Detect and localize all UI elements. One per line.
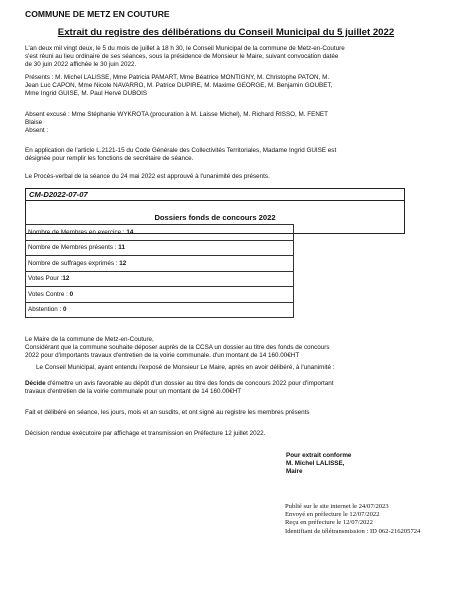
vote-cell: Abstention : 0 xyxy=(26,302,294,318)
notice-line: Reçu en préfecture le 12/07/2022 xyxy=(285,519,373,527)
signature-block xyxy=(286,452,351,476)
presents-line: Présents : M. Michel LALISSE, Mme Patricia PAMART, Mme Béatrice MONTIGNY, M. Christophe PATON, M. xyxy=(25,74,330,81)
document-title: Extrait du registre des délibérations du Conseil Municipal du 5 juillet 2022 xyxy=(57,27,395,38)
signature-statement: Fait et délibéré en séance, les jours, mois et an susdits, et ont signé au registre les membres présents xyxy=(25,409,310,416)
commune-name: COMMUNE DE METZ EN COUTURE xyxy=(25,9,170,19)
deliberation-code: CM-D2022-07-07 xyxy=(29,190,88,199)
table-row xyxy=(26,240,294,256)
decision-line: Décide d'émettre un avis favorable au dépôt d'un dossier au titre des fonds de concours 2022 pour d'important xyxy=(25,380,334,387)
mayor-paragraph xyxy=(25,336,423,360)
council-statement: Le Conseil Municipal, ayant entendu l'exposé de Monsieur Le Maire, après en avoir délibéré, à l'unanimité : xyxy=(36,364,335,371)
absents-line: Blaise xyxy=(25,119,43,126)
notice-line: Publié sur le site internet le 24/07/2023 xyxy=(285,503,389,510)
table-row xyxy=(26,302,294,318)
mayor-line: 2022 pour d'importants travaux d'entretien de la voirie communale. d'un montant de 14 160.00€HT xyxy=(25,352,300,359)
decide-word: Décide xyxy=(25,380,46,387)
decision-line: travaux d'entretien de la voirie communale pour un montant de 14 160.00€HT xyxy=(25,388,242,395)
intro-paragraph xyxy=(25,45,423,69)
absents-line: Absent : xyxy=(25,127,49,134)
secretary-line: En application de l'article L.2121-15 du Code Générale des Collectivités Territoriales, Madame Ingrid GUISE est xyxy=(25,147,337,154)
secretary-paragraph xyxy=(25,147,423,163)
signature-line: Maire xyxy=(286,468,303,475)
mayor-line: Considérant que la commune souhaite déposer auprès de la CCSA un dossier au titre des fonds de concours xyxy=(25,344,330,351)
table-row xyxy=(26,287,294,303)
absents-paragraph xyxy=(25,111,423,135)
secretary-line: désignée pour remplir les fonctions de secrétaire de séance. xyxy=(25,155,194,162)
signature-line: Pour extrait conforme xyxy=(286,452,352,459)
intro-line: L'an deux mil vingt deux, le 5 du mois de juillet à 18 h 30, le Conseil Municipal de la commune de Metz-en-Couture xyxy=(25,45,345,52)
vote-cell: Votes Contre : 0 xyxy=(26,287,294,303)
reference-divider xyxy=(26,200,404,201)
intro-line: de 30 juin 2022 affichée le 30 juin 2022. xyxy=(25,61,137,68)
executory-statement: Décision rendue exécutoire par affichage et transmission en Préfecture 12 juillet 2022. xyxy=(25,430,266,437)
absents-line: Absent excusé : Mme Stéphanie WYKROTA (procuration à M. Laisse Michel), M. Richard RISSO, M. FENET xyxy=(25,111,328,118)
decision-paragraph xyxy=(25,380,423,396)
transmission-notice xyxy=(285,503,420,536)
notice-line: Identifiant de télétransmission : ID 062-216205724 xyxy=(285,527,421,535)
table-row xyxy=(26,256,294,272)
vote-cell: Votes Pour :12 xyxy=(26,271,294,287)
mayor-line: Le Maire de la commune de Metz-en-Couture, xyxy=(25,336,154,343)
table-row xyxy=(26,225,294,241)
table-row xyxy=(26,271,294,287)
vote-cell: Nombre de Membres en exercice : 14 xyxy=(26,225,294,241)
vote-cell: Nombre de Membres présents : 11 xyxy=(26,240,294,256)
presents-line: Mme Ingrid GUISE, M. Paul Hervé DUBOIS xyxy=(25,90,148,97)
deliberation-subject: Dossiers fonds de concours 2022 xyxy=(154,213,276,222)
intro-line: s'est réuni au lieu ordinaire de ses séances, sous la présidence de Monsieur le Maire, suivant convocation datée xyxy=(25,53,339,60)
vote-count-table xyxy=(25,224,294,318)
notice-line: Envoyé en préfecture le 12/07/2022 xyxy=(285,511,380,519)
presents-line: Jean Luc CAPON, Mme Nicole NAVARRO, M. Patrice DUPIRE, M. Maxime GEORGE, M. Benjamin GOUBET, xyxy=(25,82,333,89)
signature-line: M. Michel LALISSE, xyxy=(286,460,345,467)
minutes-approval: Le Procès-verbal de la séance du 24 mai 2022 est approuvé à l'unanimité des présents. xyxy=(25,173,270,180)
vote-cell: Nombre de suffrages exprimés : 12 xyxy=(26,256,294,272)
presents-paragraph xyxy=(25,74,423,98)
